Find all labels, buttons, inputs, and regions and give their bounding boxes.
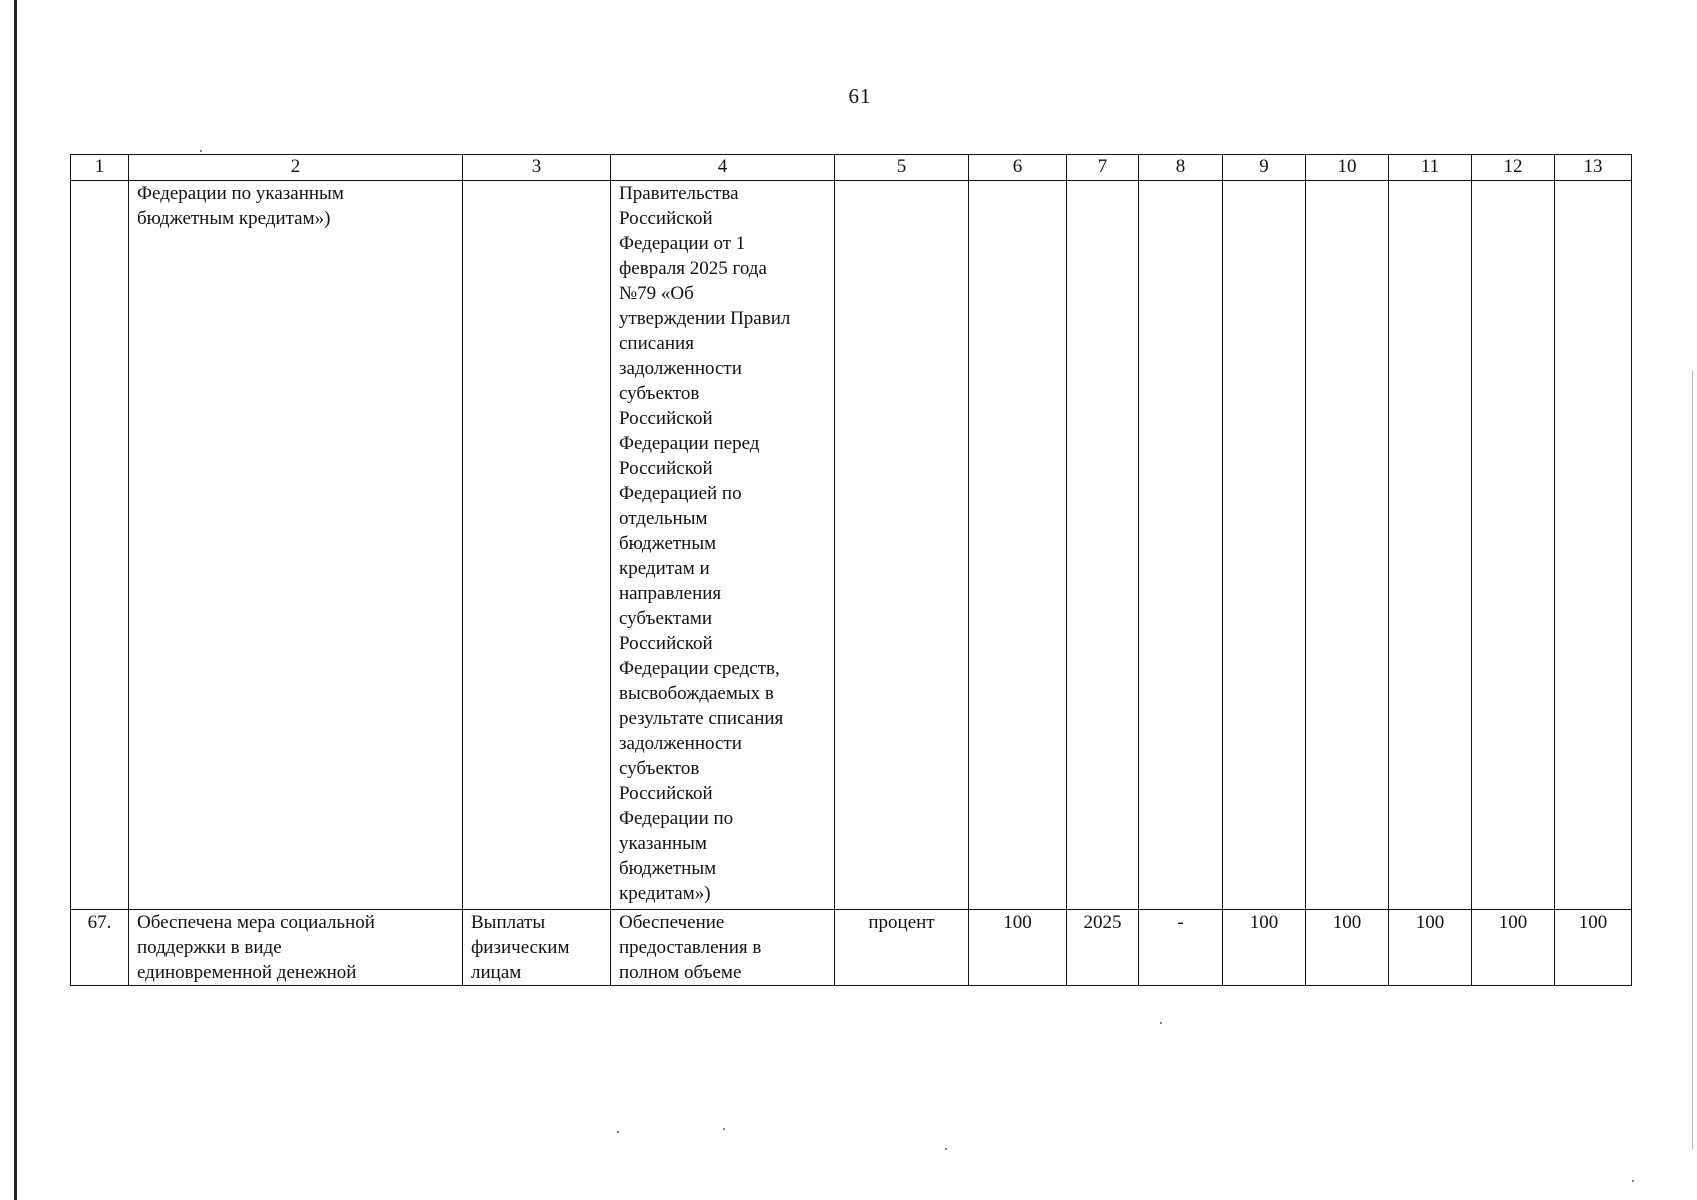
table-cell-value: 100 — [969, 910, 1067, 986]
header-cell: 4 — [611, 155, 835, 181]
table-cell — [1472, 181, 1555, 910]
table-cell-value: 100 — [1472, 910, 1555, 986]
table-cell — [1555, 181, 1632, 910]
table-header-row — [71, 155, 1632, 181]
table-cell-value: 100 — [1306, 910, 1389, 986]
table-cell-value: 100 — [1223, 910, 1306, 986]
row-number: 67. — [71, 910, 129, 986]
table-cell-value: - — [1139, 910, 1223, 986]
table-cell — [1223, 181, 1306, 910]
table-cell — [1139, 181, 1223, 910]
header-cell: 6 — [969, 155, 1067, 181]
table-cell-basis: Обеспечение предоставления в полном объеме — [611, 910, 835, 986]
table-cell-unit: процент — [835, 910, 969, 986]
table-cell — [1067, 181, 1139, 910]
header-cell: 10 — [1306, 155, 1389, 181]
table-cell-basis: Правительства Российской Федерации от 1 февраля 2025 года №79 «Об утверждении Правил списания задолженности субъектов Российской Федерации перед Российской Федерацией по отдельным бюджетным кредитам и направления субъектами Российской Федерации средств, высвобождаемых в результате списания задолженности субъектов Российской Федерации по указанным бюджетным кредитам») — [611, 181, 835, 910]
table-cell — [1306, 181, 1389, 910]
header-cell: 5 — [835, 155, 969, 181]
table-cell-description: Обеспечена мера социальной поддержки в виде единовременной денежной — [129, 910, 463, 986]
scan-speck — [723, 1128, 725, 1130]
header-cell: 1 — [71, 155, 129, 181]
header-cell: 9 — [1223, 155, 1306, 181]
table-row-continuation — [71, 181, 1632, 910]
page-number: 61 — [848, 84, 872, 108]
header-cell: 11 — [1389, 155, 1472, 181]
scan-speck — [1632, 1180, 1634, 1182]
scan-speck — [1160, 1022, 1162, 1024]
header-cell: 13 — [1555, 155, 1632, 181]
document-table — [70, 154, 1632, 986]
scan-right-edge — [1692, 370, 1693, 1150]
scan-speck — [200, 150, 202, 152]
scan-left-edge — [14, 0, 17, 1200]
header-cell: 2 — [129, 155, 463, 181]
header-cell: 8 — [1139, 155, 1223, 181]
table-cell — [1389, 181, 1472, 910]
header-cell: 7 — [1067, 155, 1139, 181]
header-cell: 12 — [1472, 155, 1555, 181]
table-cell-description: Федерации по указанным бюджетным кредитам») — [129, 181, 463, 910]
scan-speck — [945, 1148, 947, 1150]
table-cell — [463, 181, 611, 910]
table-cell — [835, 181, 969, 910]
table-cell-value: 100 — [1389, 910, 1472, 986]
header-cell: 3 — [463, 155, 611, 181]
table-row-67 — [71, 910, 1632, 986]
table-cell — [969, 181, 1067, 910]
table-cell-year: 2025 — [1067, 910, 1139, 986]
table-cell-value: 100 — [1555, 910, 1632, 986]
table-cell — [71, 181, 129, 910]
scan-speck — [617, 1131, 619, 1133]
table-cell-type: Выплаты физическим лицам — [463, 910, 611, 986]
